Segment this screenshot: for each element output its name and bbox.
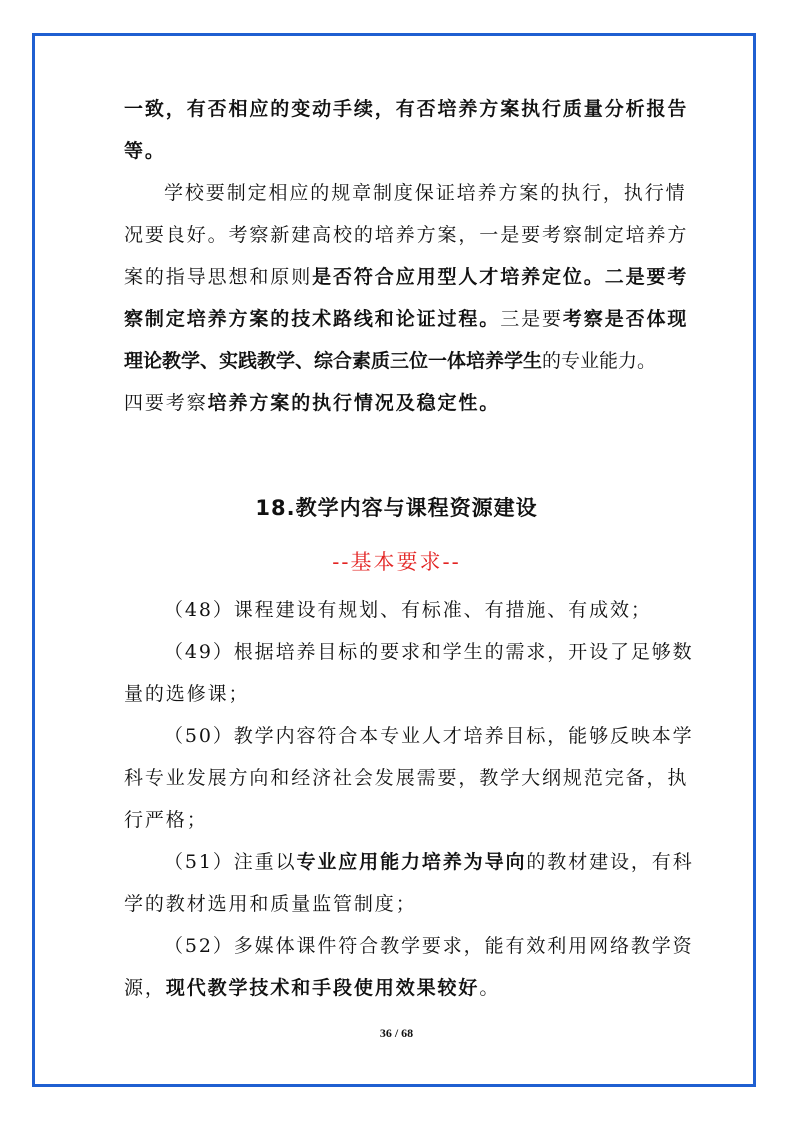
- paragraph-b-line-1: 学校要制定相应的规章制度保证培养方案的执行，执行情: [164, 182, 687, 204]
- page-number: 36 / 68: [379, 1026, 414, 1040]
- paragraph-b-line-4-normal: 三是要: [500, 308, 563, 330]
- item-52-line-2: [124, 974, 672, 1016]
- upper-body-text: [124, 95, 689, 431]
- paragraph-b-line-5: [124, 347, 672, 389]
- paragraph-b-line-6: [124, 389, 672, 431]
- paragraph-b-line-3-bold: 是否符合应用型人才培养定位。二是要考: [312, 266, 689, 288]
- item-52-line-1: （52）多媒体课件符合教学要求，能有效利用网络教学资: [164, 935, 694, 957]
- section-subtitle: --基本要求--: [332, 550, 461, 574]
- paragraph-b-line-5-bold: 理论教学、实践教学、综合素质三位一体培养学生: [124, 350, 543, 372]
- item-51-suffix: 的教材建设，有科: [526, 851, 694, 873]
- paragraph-b-line-3: [124, 263, 689, 305]
- section-title: 18.教学内容与课程资源建设: [255, 496, 538, 520]
- item-51-bold: 专业应用能力培养为导向: [296, 851, 527, 873]
- item-51-line-2: 学的教材选用和质量监管制度；: [124, 893, 417, 915]
- paragraph-b-line-6-normal: 四要考察: [124, 392, 208, 414]
- item-50-line-2: 科专业发展方向和经济社会发展需要，教学大纲规范完备，执: [124, 767, 689, 789]
- paragraph-b-line-6-bold: 培养方案的执行情况及稳定性。: [207, 392, 501, 414]
- paragraph-b-line-4-bold: 察制定培养方案的技术路线和论证过程。: [124, 308, 501, 330]
- item-52-bold: 现代教学技术和手段使用效果较好: [165, 977, 480, 999]
- item-52-suffix: 。: [479, 977, 501, 999]
- paragraph-b-line-3-normal: 案的指导思想和原则: [124, 266, 313, 288]
- paragraph-b-line-4: [124, 305, 689, 347]
- paragraph-a-line-2: 等。: [124, 140, 166, 162]
- item-51-prefix: （51）注重以: [164, 851, 297, 873]
- item-50-line-3: 行严格；: [124, 809, 208, 831]
- item-50-line-1: （50）教学内容符合本专业人才培养目标，能够反映本学: [164, 725, 694, 747]
- requirements-list: [124, 596, 694, 1016]
- item-49-line-1: （49）根据培养目标的要求和学生的需求，开设了足够数: [164, 641, 694, 663]
- paragraph-a-line-1: 一致，有否相应的变动手续，有否培养方案执行质量分析报告: [124, 98, 689, 120]
- paragraph-b-line-5-normal: 的专业能力。: [542, 350, 657, 372]
- item-51-line-1: [124, 848, 694, 890]
- item-52-prefix: 源，: [124, 977, 166, 999]
- paragraph-b-line-2: 况要良好。考察新建高校的培养方案，一是要考察制定培养方: [124, 224, 689, 246]
- item-49-line-2: 量的选修课；: [124, 683, 250, 705]
- item-48: （48）课程建设有规划、有标准、有措施、有成效；: [164, 599, 652, 621]
- paragraph-b-line-4-bold-2: 考察是否体现: [562, 308, 689, 330]
